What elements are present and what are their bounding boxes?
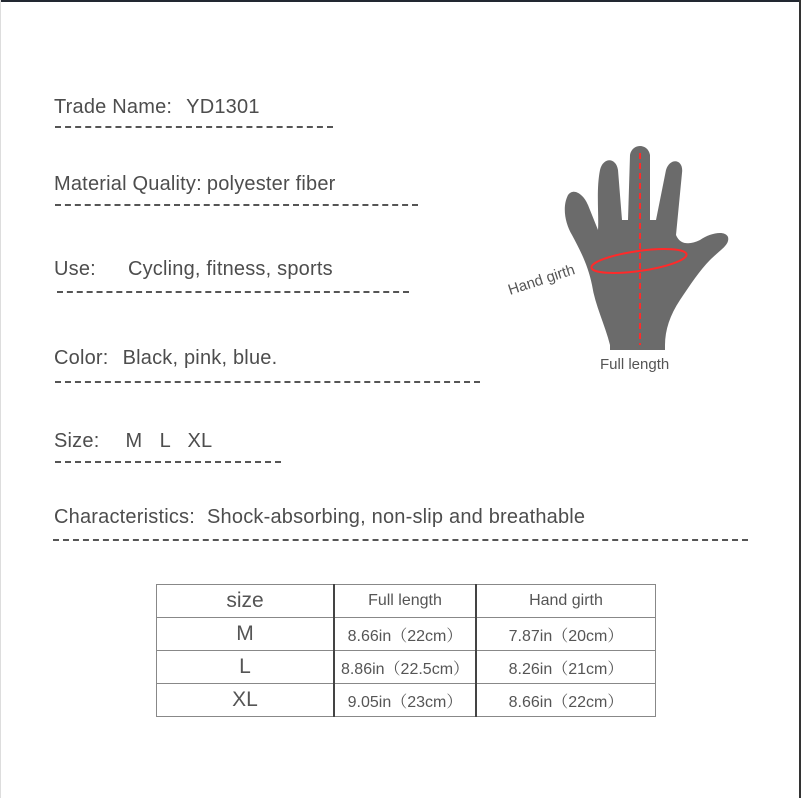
table-row bbox=[157, 618, 656, 651]
table-row bbox=[157, 651, 656, 684]
spec-label: Color: bbox=[54, 347, 109, 369]
dashed-underline bbox=[57, 291, 409, 293]
table-cell: 7.87in（20cm） bbox=[476, 618, 656, 651]
spec-value: Shock-absorbing, non-slip and breathable bbox=[207, 506, 586, 528]
spec-use bbox=[54, 258, 333, 281]
spec-label: Trade Name: bbox=[54, 96, 173, 118]
header-hand-girth: Hand girth bbox=[476, 585, 656, 618]
table-header-row bbox=[157, 585, 656, 618]
spec-label: Use: bbox=[54, 258, 96, 280]
full-length-label: Full length bbox=[600, 356, 670, 373]
table-cell: XL bbox=[157, 684, 335, 717]
spec-size bbox=[54, 430, 212, 453]
table-row bbox=[157, 684, 656, 717]
spec-label: Material Quality: bbox=[54, 173, 202, 195]
spec-label: Characteristics: bbox=[54, 506, 196, 528]
table-cell: L bbox=[157, 651, 335, 684]
dashed-underline bbox=[55, 204, 418, 206]
table-cell: 8.66in（22cm） bbox=[334, 618, 476, 651]
spec-color bbox=[54, 347, 277, 370]
top-border bbox=[0, 0, 801, 2]
spec-value: polyester fiber bbox=[206, 173, 336, 195]
spec-value: YD1301 bbox=[186, 96, 260, 118]
spec-value: Black, pink, blue. bbox=[122, 347, 278, 369]
size-table bbox=[156, 584, 656, 717]
table-cell: 9.05in（23cm） bbox=[334, 684, 476, 717]
left-border bbox=[0, 0, 1, 798]
spec-trade-name bbox=[54, 96, 260, 119]
header-full-length: Full length bbox=[334, 585, 476, 618]
dashed-underline bbox=[55, 461, 281, 463]
spec-material bbox=[54, 173, 336, 196]
spec-characteristics bbox=[54, 506, 585, 529]
dashed-underline bbox=[55, 381, 480, 383]
dashed-underline bbox=[53, 539, 748, 541]
spec-value: Cycling, fitness, sports bbox=[127, 258, 333, 280]
spec-label: Size: bbox=[54, 430, 100, 452]
dashed-underline bbox=[55, 126, 333, 128]
header-size: size bbox=[157, 585, 335, 618]
table-cell: 8.66in（22cm） bbox=[476, 684, 656, 717]
hand-girth-label: Hand girth bbox=[505, 261, 578, 299]
table-cell: 8.26in（21cm） bbox=[476, 651, 656, 684]
table-cell: 8.86in（22.5cm） bbox=[334, 651, 476, 684]
table-cell: M bbox=[157, 618, 335, 651]
hand-icon bbox=[565, 146, 728, 350]
spec-value: M L XL bbox=[125, 430, 213, 452]
hand-measurement-diagram bbox=[500, 145, 750, 380]
